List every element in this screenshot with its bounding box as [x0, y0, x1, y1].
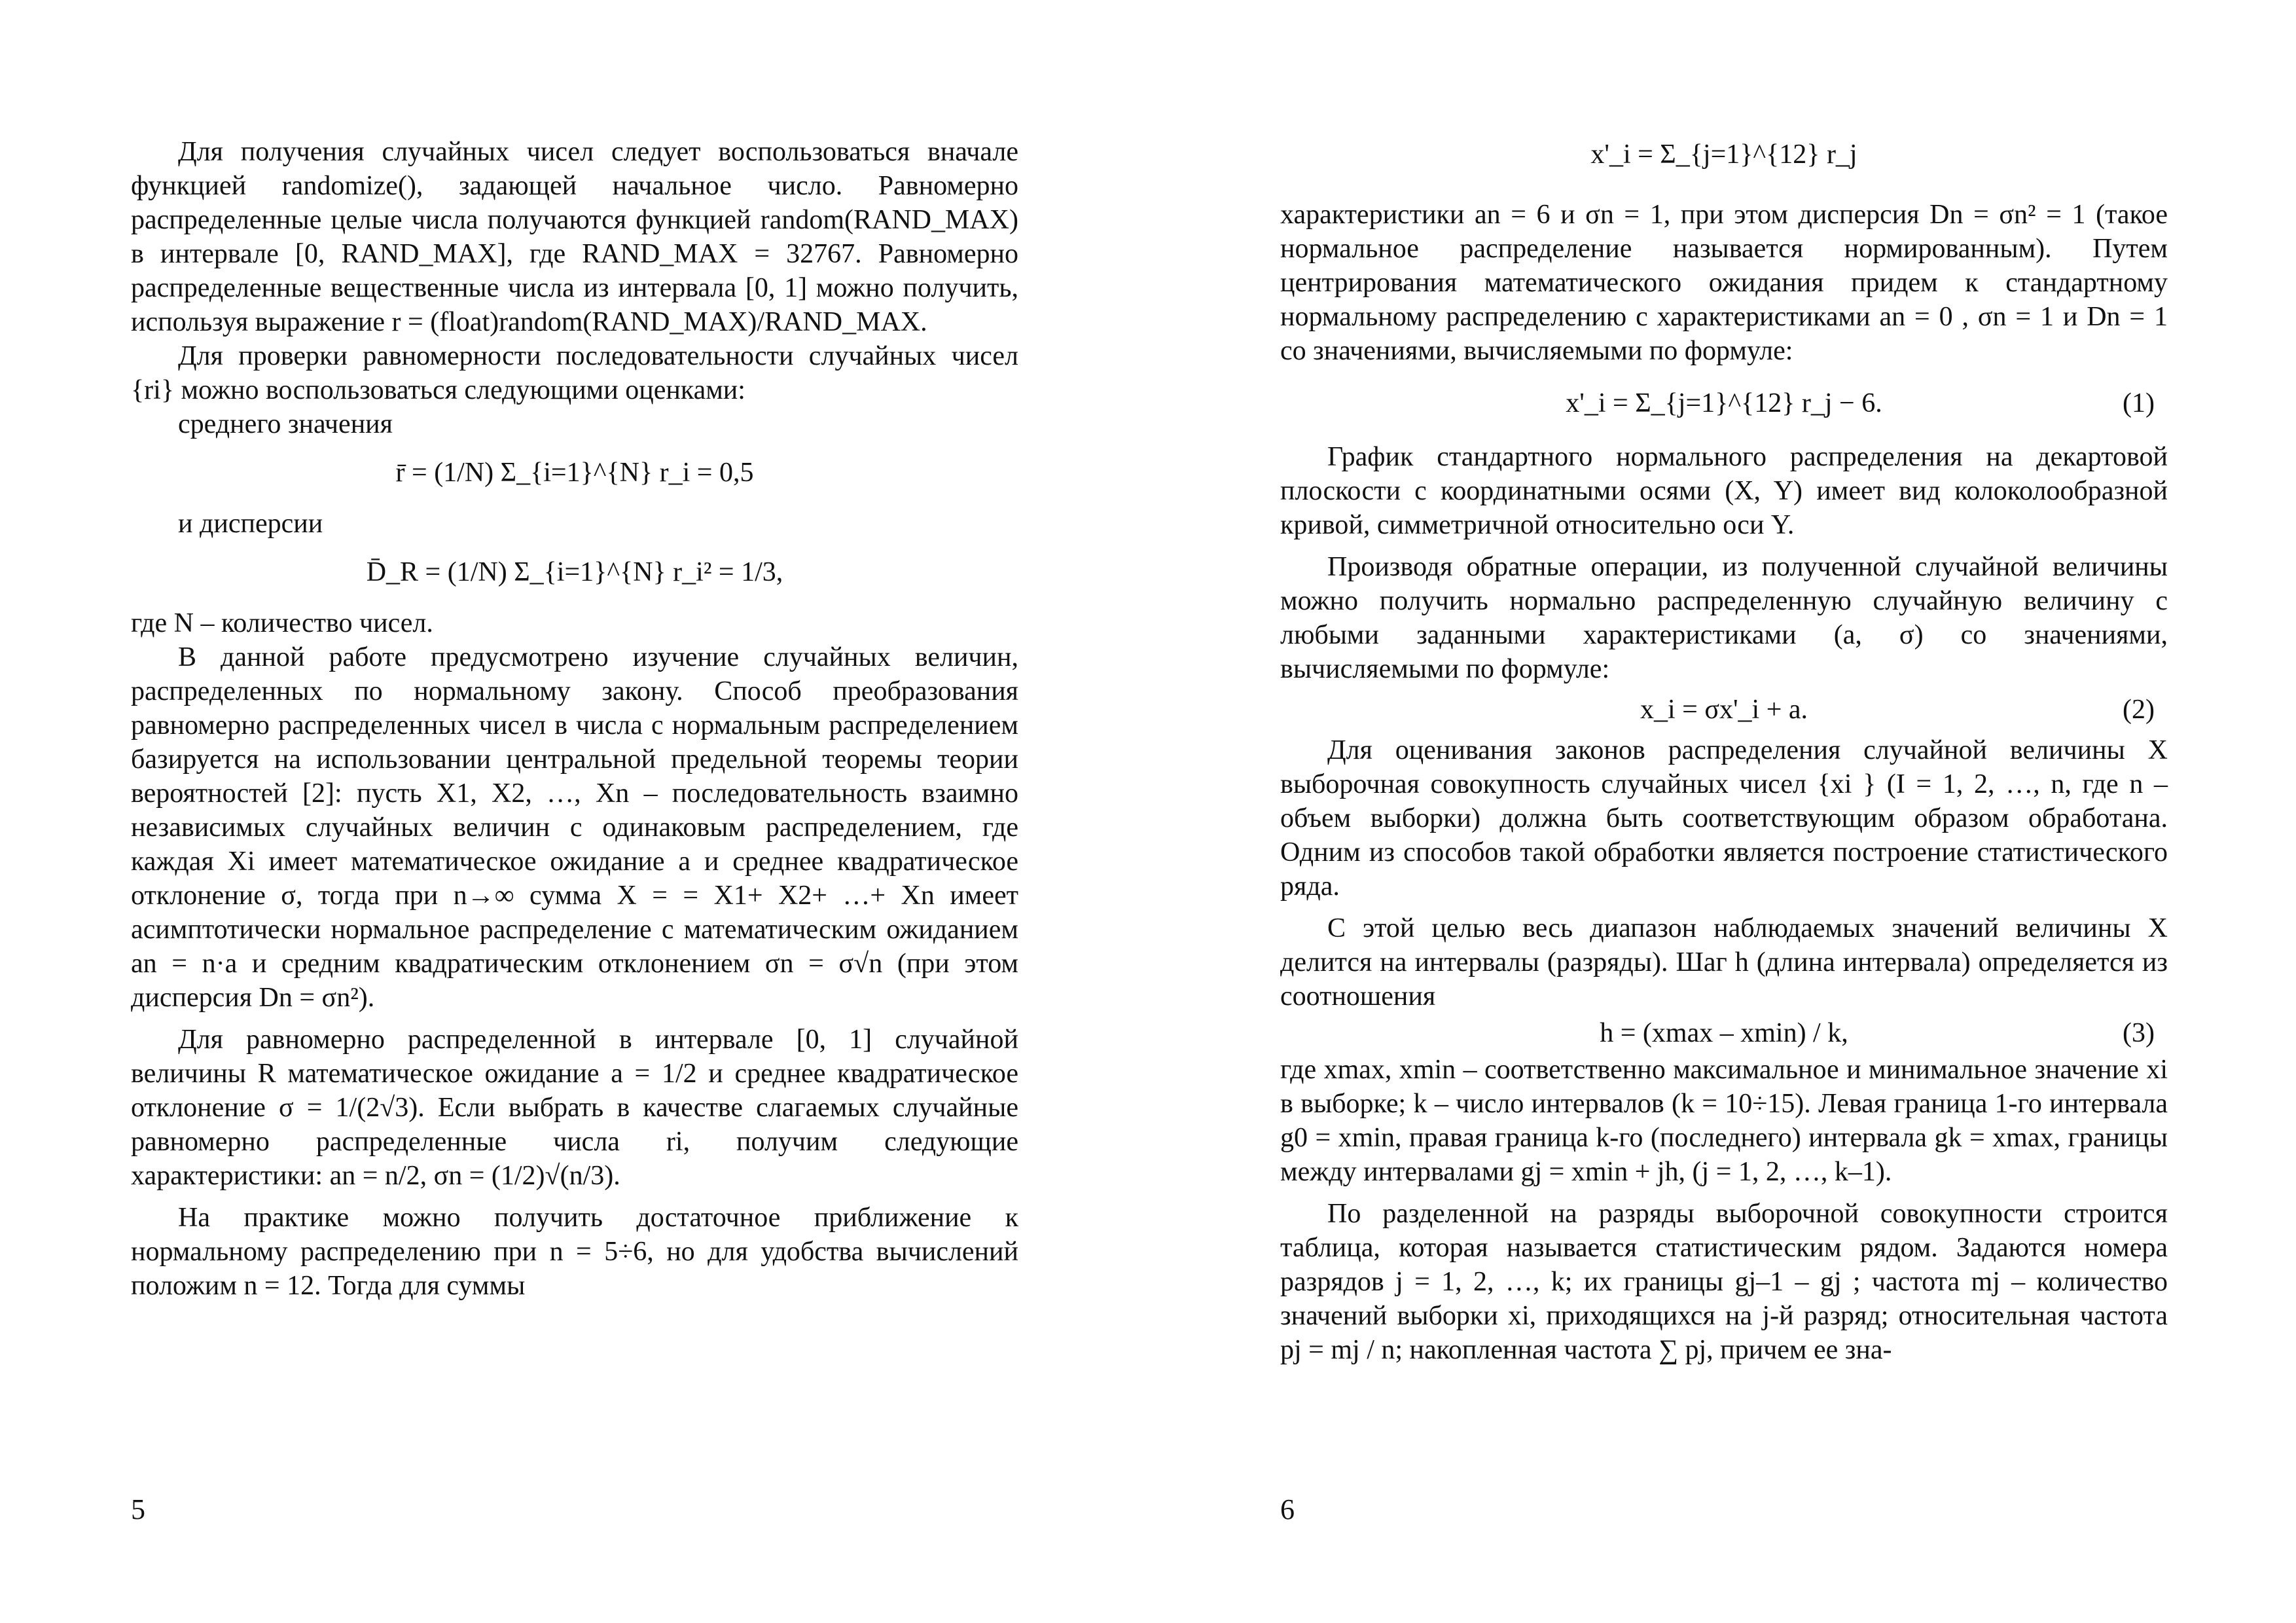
formula-label: и дисперсии — [178, 509, 323, 539]
paragraph: График стандартного нормального распределения на декартовой плоскости с координатными осями (X, Y) имеет вид колоколообразной кривой, симметричной относительно оси Y. — [1280, 442, 2168, 540]
equation-number-2: (2) — [2123, 695, 2155, 725]
paragraph: характеристики an = 6 и σn = 1, при этом дисперсия Dn = σn² = 1 (такое нормальное распределение называется нормированным). Путем центрирования математического ожидания придем к стандартному нормальному распределению с характеристиками an = 0 , σn = 1 и Dn = 1 со значениями, вычисляемыми по формуле: — [1280, 200, 2168, 366]
equation-number-3: (3) — [2123, 1018, 2155, 1048]
paragraph: где N – количество чисел. — [131, 608, 433, 638]
right-page — [1148, 0, 2296, 1623]
formula-1 — [1280, 386, 2168, 420]
formula-mean: r̄ = (1/N) Σ_{i=1}^{N} r_i = 0,5 — [395, 458, 754, 488]
paragraph: Для получения случайных чисел следует воспользоваться вначале функцией randomize(), задающей начальное число. Равномерно распределенные целые числа получаются функцией random(RAND_MAX) в интервале [0, RAND_MAX], где RAND_MAX = 32767. Равномерно распределенные вещественные числа из интервала [0, 1] можно получить, используя выражение r = (float)random(RAND_MAX)/RAND_MAX. — [131, 137, 1018, 337]
formula-1-body: x'_i = Σ_{j=1}^{12} r_j − 6. — [1566, 388, 1882, 418]
paragraph: В данной работе предусмотрено изучение случайных величин, распределенных по нормальному закону. Способ преобразования равномерно распределенных чисел в числа с нормальным распределением базируется на использовании центральной предельной теоремы теории вероятностей [2]: пусть X1, X2, …, Xn – последовательность взаимно независимых случайных величин с одинаковым распределением, где каждая Xi имеет математическое ожидание a и среднее квадратическое отклонение σ, тогда при n→∞ сумма X = = X1+ X2+ …+ Xn имеет асимптотически нормальное распределение с математическим ожиданием an = n·a и средним квадратическим отклонением σn = σ√n (при этом дисперсия Dn = σn²). — [131, 642, 1018, 1013]
equation-number-1: (1) — [2123, 388, 2155, 418]
formula-sum: x'_i = Σ_{j=1}^{12} r_j — [1590, 139, 1857, 170]
page-number: 5 — [131, 1493, 145, 1525]
paragraph: Производя обратные операции, из полученной случайной величины можно получить нормально распределенную случайную величину с любыми заданными характеристиками (a, σ) со значениями, вычисляемыми по формуле: — [1280, 552, 2168, 684]
formula-3 — [1280, 1016, 2168, 1050]
right-page-text — [1280, 137, 2168, 1367]
formula-variance: D̄_R = (1/N) Σ_{i=1}^{N} r_i² = 1/3, — [366, 557, 783, 587]
formula-2-body: x_i = σx'_i + a. — [1640, 695, 1808, 725]
paragraph: С этой целью весь диапазон наблюдаемых значений величины X делится на интервалы (разряды). Шаг h (длина интервала) определяется из соотношения — [1280, 913, 2168, 1012]
paragraph: где xmax, xmin – соответственно максимальное и минимальное значение xi в выборке; k – число интервалов (k = 10÷15). Левая граница 1-го интервала g0 = xmin, правая граница k-го (последнего) интервала gk = xmax, границы между интервалами gj = xmin + jh, (j = 1, 2, …, k–1). — [1280, 1055, 2168, 1187]
paragraph: Для проверки равномерности последовательности случайных чисел {ri} можно воспользоваться следующими оценками: — [131, 341, 1018, 405]
formula-2 — [1280, 693, 2168, 727]
formula-3-body: h = (xmax – xmin) / k, — [1600, 1018, 1848, 1048]
paragraph: Для равномерно распределенной в интервале [0, 1] случайной величины R математическое ожидание a = 1/2 и среднее квадратическое отклонение σ = 1/(2√3). Если выбрать в качестве слагаемых случайные равномерно распределенные числа ri, получим следующие характеристики: an = n/2, σn = (1/2)√(n/3). — [131, 1025, 1018, 1191]
formula-label: среднего значения — [178, 409, 393, 439]
page-number: 6 — [1280, 1493, 1295, 1525]
left-page-text — [131, 135, 1018, 1303]
paragraph: По разделенной на разряды выборочной совокупности строится таблица, которая называется статистическим рядом. Задаются номера разрядов j = 1, 2, …, k; их границы gj–1 – gj ; частота mj – количество значений выборки xi, приходящихся на j-й разряд; относительная частота pj = mj / n; накопленная частота ∑ pj, причем ее зна- — [1280, 1199, 2168, 1365]
paragraph: На практике можно получить достаточное приближение к нормальному распределению при n = 5÷6, но для удобства вычислений положим n = 12. Тогда для суммы — [131, 1203, 1018, 1301]
paragraph: Для оценивания законов распределения случайной величины X выборочная совокупность случайных чисел {xi } (I = 1, 2, …, n, где n – объем выборки) должна быть соответствующим образом обработана. Одним из способов такой обработки является построение статистического ряда. — [1280, 735, 2168, 902]
